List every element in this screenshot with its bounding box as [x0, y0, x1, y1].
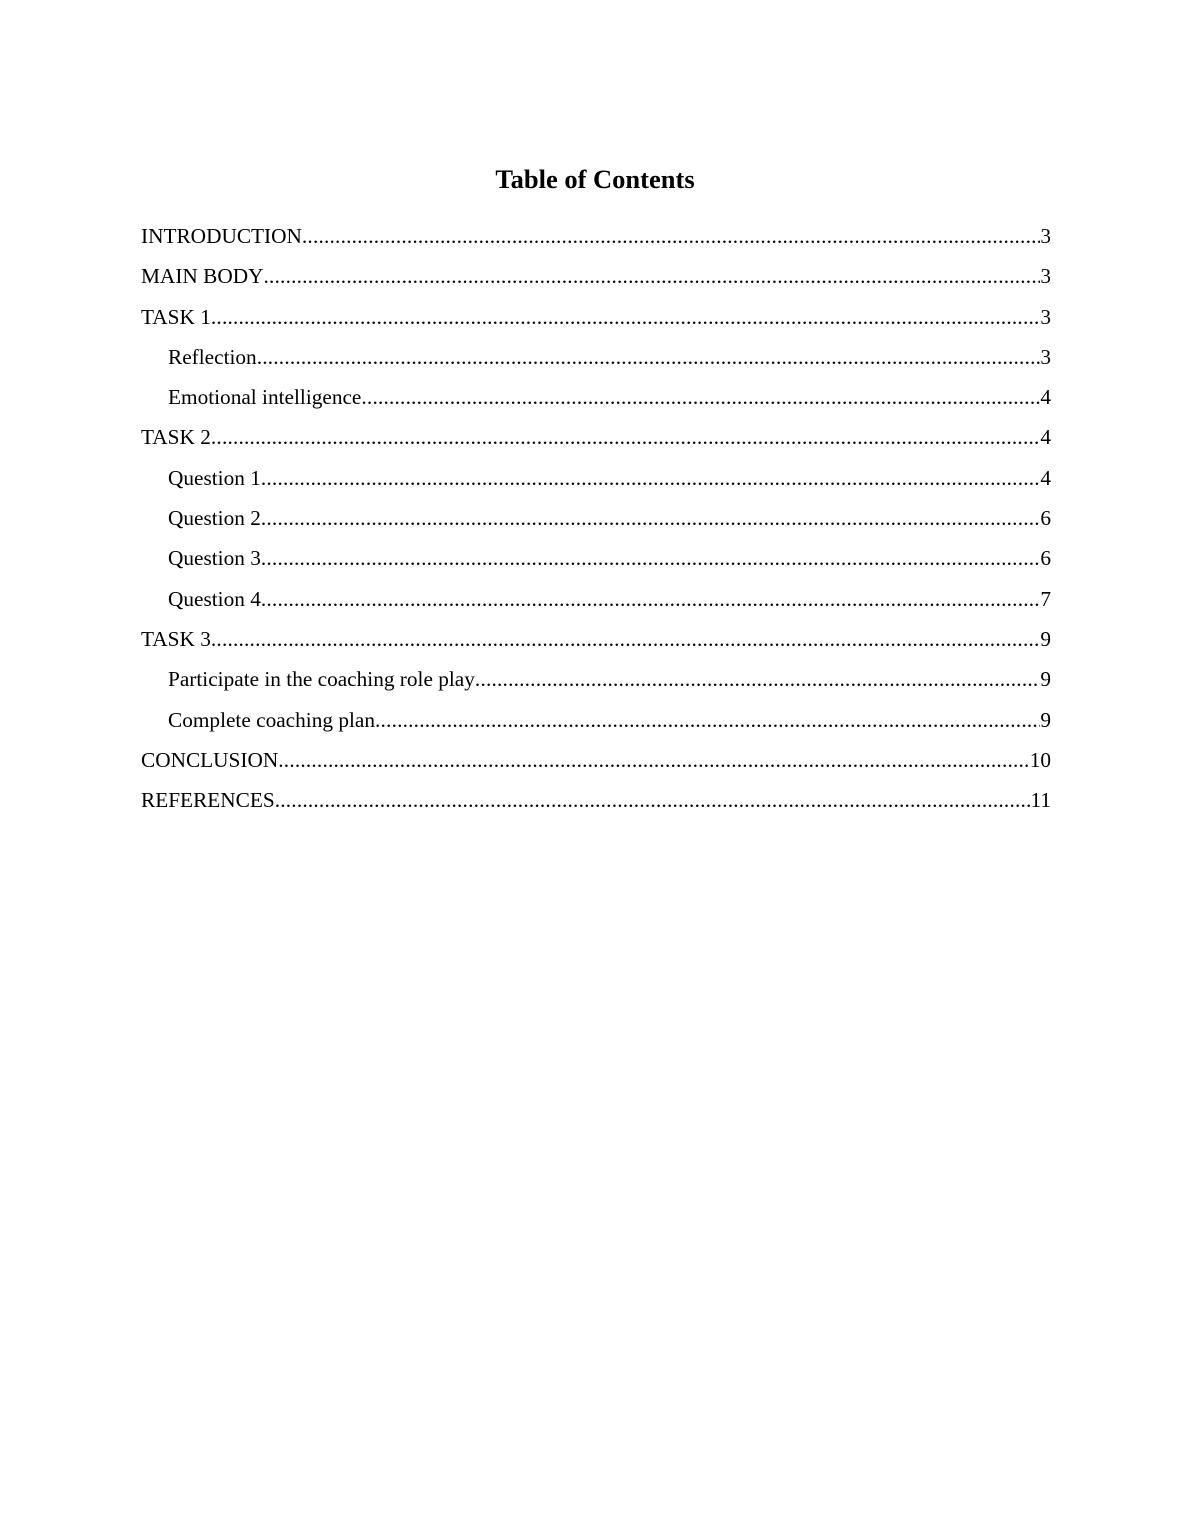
toc-entry-page-number: 11: [1030, 788, 1051, 813]
toc-entry-page-number: 9: [1040, 667, 1051, 692]
toc-dot-leader: [211, 420, 1040, 454]
toc-entry-page-number: 9: [1040, 707, 1051, 732]
toc-entry-page-number: 3: [1040, 304, 1051, 329]
toc-entry[interactable]: [141, 219, 1051, 259]
toc-entry[interactable]: [141, 541, 1051, 581]
toc-entry[interactable]: [141, 340, 1051, 380]
toc-dot-leader: [263, 259, 1040, 293]
toc-dot-leader: [375, 703, 1040, 737]
toc-entry-label: Complete coaching plan: [168, 707, 375, 732]
toc-entry-label: REFERENCES: [141, 788, 275, 813]
toc-entry[interactable]: [141, 582, 1051, 622]
toc-entry-label: TASK 2: [141, 425, 211, 450]
toc-entry[interactable]: [141, 703, 1051, 743]
toc-dot-leader: [261, 501, 1040, 535]
toc-entry-page-number: 3: [1040, 344, 1051, 369]
toc-entry[interactable]: [141, 461, 1051, 501]
toc-entry-page-number: 7: [1040, 586, 1051, 611]
toc-entry-label: MAIN BODY: [141, 264, 264, 289]
toc-dot-leader: [475, 662, 1040, 696]
toc-dot-leader: [211, 300, 1040, 334]
toc-dot-leader: [361, 380, 1040, 414]
toc-entry[interactable]: [141, 662, 1051, 702]
toc-title: Table of Contents: [495, 164, 695, 194]
toc-entry-page-number: 6: [1040, 506, 1051, 531]
toc-entry-page-number: 4: [1040, 425, 1051, 450]
toc-entry-label: Question 1: [168, 465, 261, 490]
toc-dot-leader: [261, 461, 1040, 495]
toc-entry[interactable]: [141, 300, 1051, 340]
toc-entry[interactable]: [141, 420, 1051, 460]
toc-entry-page-number: 3: [1040, 224, 1051, 248]
toc-entry[interactable]: [141, 259, 1051, 299]
toc-dot-leader: [211, 622, 1040, 656]
toc-entry-label: Emotional intelligence: [168, 385, 362, 410]
toc-entry[interactable]: [141, 380, 1051, 420]
toc-entry-label: Reflection: [168, 344, 257, 369]
toc-entry-page-number: 9: [1040, 626, 1051, 651]
toc-entry-label: Participate in the coaching role play: [168, 667, 475, 692]
toc-entry-label: Question 3: [168, 546, 261, 571]
toc-entry-label: TASK 1: [141, 304, 211, 329]
toc-entry[interactable]: [141, 743, 1051, 783]
toc-dot-leader: [302, 219, 1040, 253]
toc-dot-leader: [278, 743, 1029, 777]
toc-entry-label: Question 2: [168, 506, 261, 531]
toc-dot-leader: [275, 783, 1031, 817]
toc-dot-leader: [261, 582, 1040, 616]
toc-entry-page-number: 4: [1040, 465, 1051, 490]
toc-entry-label: TASK 3: [141, 626, 211, 651]
toc-entry-page-number: 4: [1040, 385, 1051, 410]
toc-entry-page-number: 3: [1040, 264, 1051, 289]
toc-dot-leader: [257, 340, 1041, 374]
toc-entry-label: INTRODUCTION: [141, 224, 302, 248]
toc-entry-page-number: 6: [1040, 546, 1051, 571]
toc-dot-leader: [261, 541, 1040, 575]
toc-entry-label: CONCLUSION: [141, 747, 279, 772]
table-of-contents: [141, 219, 1051, 823]
toc-entry[interactable]: [141, 783, 1051, 823]
toc-entry[interactable]: [141, 501, 1051, 541]
toc-entry[interactable]: [141, 622, 1051, 662]
toc-entry-page-number: 10: [1029, 747, 1051, 772]
toc-entry-label: Question 4: [168, 586, 261, 611]
